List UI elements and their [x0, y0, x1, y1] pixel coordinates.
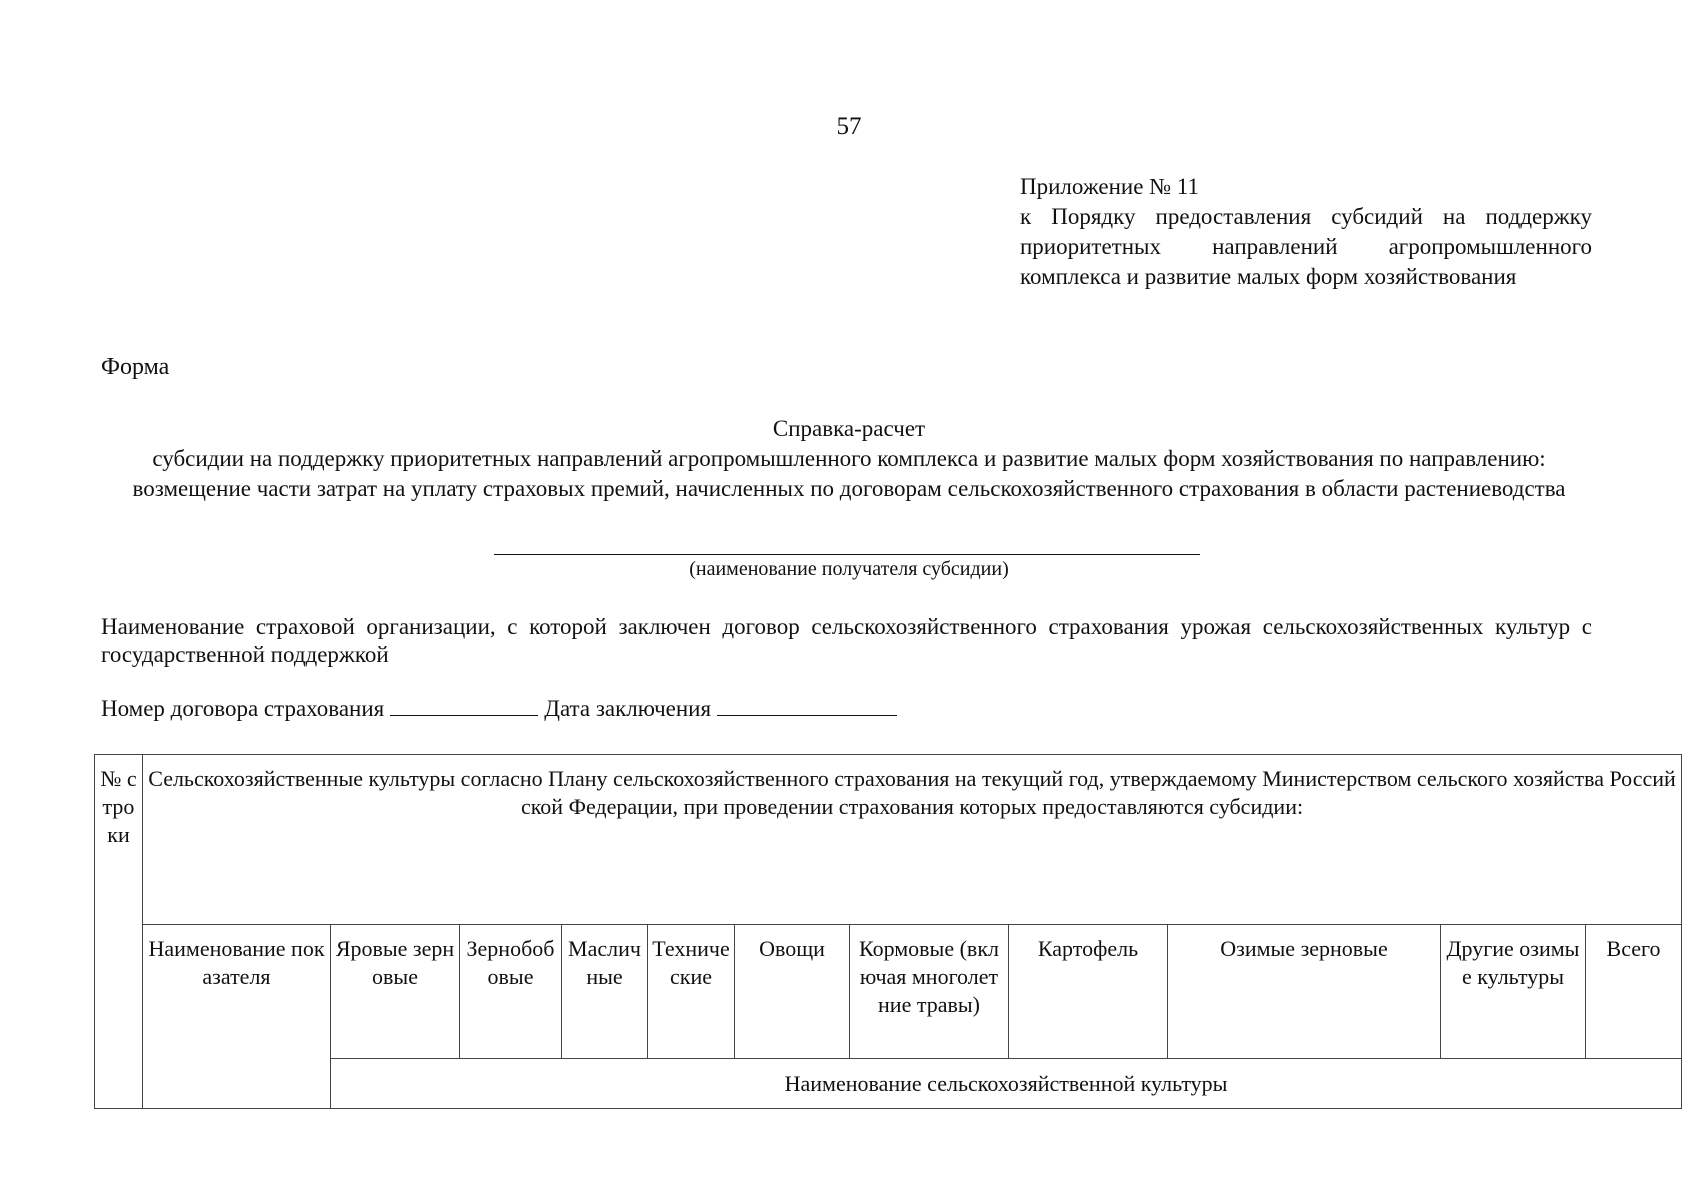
- document-title-line2: субсидии на поддержку приоритетных направлений агропромышленного комплекса и развитие малых форм хозяйствования по направлению: возмещение части затрат на уплату страховых премий, начисленных по договорам сельскохозяйственного страхования в области растениеводства: [132, 446, 1566, 501]
- insurer-text: Наименование страховой организации, с которой заключен договор сельскохозяйственного страхования урожая сельскохозяйственных культур с государственной поддержкой: [101, 614, 1592, 667]
- contract-date-field[interactable]: [717, 714, 897, 716]
- appendix-block: [1020, 172, 1592, 292]
- col-total: Всего: [1586, 925, 1682, 1059]
- col-legumes: Зернобобовые: [460, 925, 562, 1059]
- form-label: Форма: [101, 354, 170, 380]
- col-potato: Картофель: [1009, 925, 1168, 1059]
- col-fodder: Кормовые (включая многолетние травы): [850, 925, 1009, 1059]
- col-technical: Технические: [648, 925, 735, 1059]
- appendix-title: Приложение № 11: [1020, 174, 1200, 199]
- recipient-caption: (наименование получателя субсидии): [689, 558, 1009, 580]
- contract-number-field[interactable]: [390, 714, 538, 716]
- col-other-winter: Другие озимые культуры: [1441, 925, 1586, 1059]
- recipient-name-line[interactable]: [494, 554, 1200, 555]
- crop-name-row: Наименование сельскохозяйственной культуры: [331, 1059, 1682, 1109]
- col-oilseeds: Масличные: [562, 925, 648, 1059]
- contract-number-label: Номер договора страхования: [101, 696, 385, 721]
- subsidy-table: [94, 754, 1682, 1109]
- indicator-header: Наименование показателя: [143, 925, 331, 1109]
- col-vegetables: Овощи: [735, 925, 850, 1059]
- row-number-header: № строки: [95, 755, 143, 1109]
- page-number: 57: [836, 113, 862, 140]
- document-title-line1: Справка-расчет: [772, 416, 926, 441]
- document-title: [101, 414, 1597, 504]
- appendix-body: к Порядку предоставления субсидий на поддержку приоритетных направлений агропромышленного комплекса и развитие малых форм хозяйствования: [1020, 204, 1592, 289]
- col-winter-grain: Озимые зерновые: [1168, 925, 1441, 1059]
- col-spring-grain: Яровые зерновые: [331, 925, 460, 1059]
- contract-row: [101, 696, 903, 722]
- crops-header: Сельскохозяйственные культуры согласно Плану сельскохозяйственного страхования на текущий год, утверждаемому Министерством сельского хозяйства Российской Федерации, при проведении страхования которых предоставляются субсидии:: [143, 755, 1682, 925]
- contract-date-label: Дата заключения: [544, 696, 712, 721]
